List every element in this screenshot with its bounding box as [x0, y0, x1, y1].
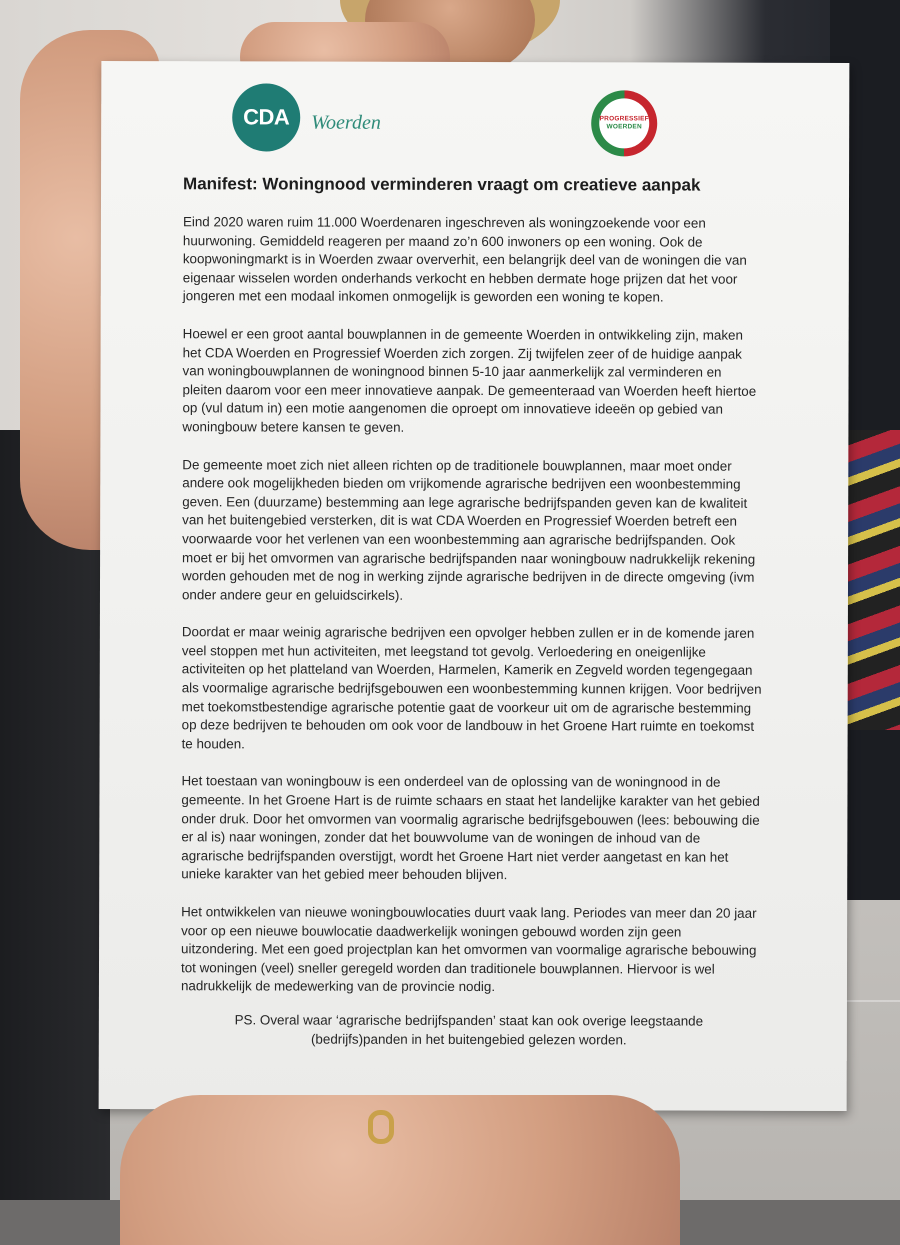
manifest-paper — [99, 61, 850, 1111]
cda-logo-text: CDA — [243, 104, 290, 130]
paragraph: Hoewel er een groot aantal bouwplannen in de gemeente Woerden in ontwikkeling zijn, maken het CDA Woerden en Progressief Woerden zich zorgen. Zij twijfelen zeer of de huidige aanpak van woningbouwplannen de woningnood binnen 5-10 jaar aanmerkelijk zal verminderen en pleiten daarom voor een meer innovatieve aanpak. De gemeenteraad van Woerden heeft hiertoe op (vul datum in) een motie aangenomen die oproept om innovatieve ideeën op gebied van woningbouw betere kansen te geven. — [182, 326, 757, 435]
pw-logo-line1: PROGRESSIEF — [599, 115, 649, 123]
paragraph: Het ontwikkelen van nieuwe woningbouwlocaties duurt vaak lang. Periodes van meer dan 20 jaar voor op een nieuwe bouwlocatie daadwerkelijk woningen gebouwd worden zijn geen uitzondering. Met een goed projectplan kan het omvormen van voormalige agrarische bebouwing tot woningen (veel) sneller geregeld worden dan traditionele bouwplannen. Hiervoor is wel nadrukkelijk de medewerking van de provincie nodig. — [180, 904, 757, 995]
postscript: PS. Overal waar ‘agrarische bedrijfspanden’ staat kan ook overige leegstaande (bedrijfs)panden in het buitengebied gelezen worden. — [234, 1012, 704, 1047]
cda-logo — [232, 83, 300, 151]
progressief-woerden-logo — [591, 90, 657, 156]
cda-logo-subtitle: Woerden — [311, 111, 381, 134]
wedding-ring — [368, 1110, 394, 1144]
paragraph: Eind 2020 waren ruim 11.000 Woerdenaren ingeschreven als woningzoekende voor een huurwoning. Gemiddeld reageren per maand zo’n 600 inwoners op een woning. Ook de koopwoningmarkt is in Woerden zwaar oververhit, een belangrijk deel van de woningen die van eigenaar wisselen worden onderhands verkocht en hebben dermate hoge prijzen dat het voor jongeren met een modaal inkomen onmogelijk is geworden een woning te kopen. — [182, 214, 747, 305]
progressief-woerden-logo-inner — [599, 98, 649, 148]
paragraph: Doordat er maar weinig agrarische bedrijven een opvolger hebben zullen er in de komende jaren veel stoppen met hun activiteiten, met leegstand tot gevolg. Verloedering en oneigenlijke activiteiten op het platteland van Woerden, Harmelen, Kamerik en Zegveld worden tegengegaan als voormalige agrarische bedrijfsgebouwen een woonbestemming kunnen krijgen. Voor bedrijven met toekomstbestendige agrarische potentie gaat de voorkeur uit om de agrarische bestemming op deze bedrijven te behouden om ook voor de landbouw in het Groene Hart ruimte en toekomst te houden. — [181, 624, 762, 752]
paragraph: De gemeente moet zich niet alleen richten op de traditionele bouwplannen, maar moet onder andere ook mogelijkheden bieden om vrijkomende agrarische bedrijven een woonbestemming geven. Een (duurzame) bestemming aan lege agrarische bedrijfspanden geven kan de kwaliteit van het buitengebied versterken, dit is wat CDA Woerden en Progressief Woerden betreft een voorwaarde voor het verlenen van een woonbestemming aan agrarische bedrijfspanden. Ook moet er bij het omvormen van agrarische bedrijfspanden naar woningbouw nadrukkelijk rekening worden gehouden met de nog in werking zijnde agrarische bedrijven in de directe omgeving (ivm onder andere geur en geluidscirkels). — [181, 456, 756, 603]
pw-logo-line2: WOERDEN — [606, 123, 642, 131]
document-body — [181, 213, 763, 1016]
document-title: Manifest: Woningnood verminderen vraagt om creatieve aanpak — [183, 174, 701, 195]
holder-hand-right — [120, 1095, 680, 1245]
paragraph: Het toestaan van woningbouw is een onderdeel van de oplossing van de woningnood in de gemeente. In het Groene Hart is de ruimte schaars en staat het landelijke karakter van het gebied onder druk. Door het omvormen van voormalig agrarische bedrijfsgebouwen (lees: bebouwing die er al is) naar woningen, zonder dat het bouwvolume van de woningen de inhoud van de agrarische bedrijfspanden overstijgt, wordt het Groene Hart niet verder aangetast en kan het unieke karakter van het gebied meer behouden blijven. — [181, 773, 760, 883]
